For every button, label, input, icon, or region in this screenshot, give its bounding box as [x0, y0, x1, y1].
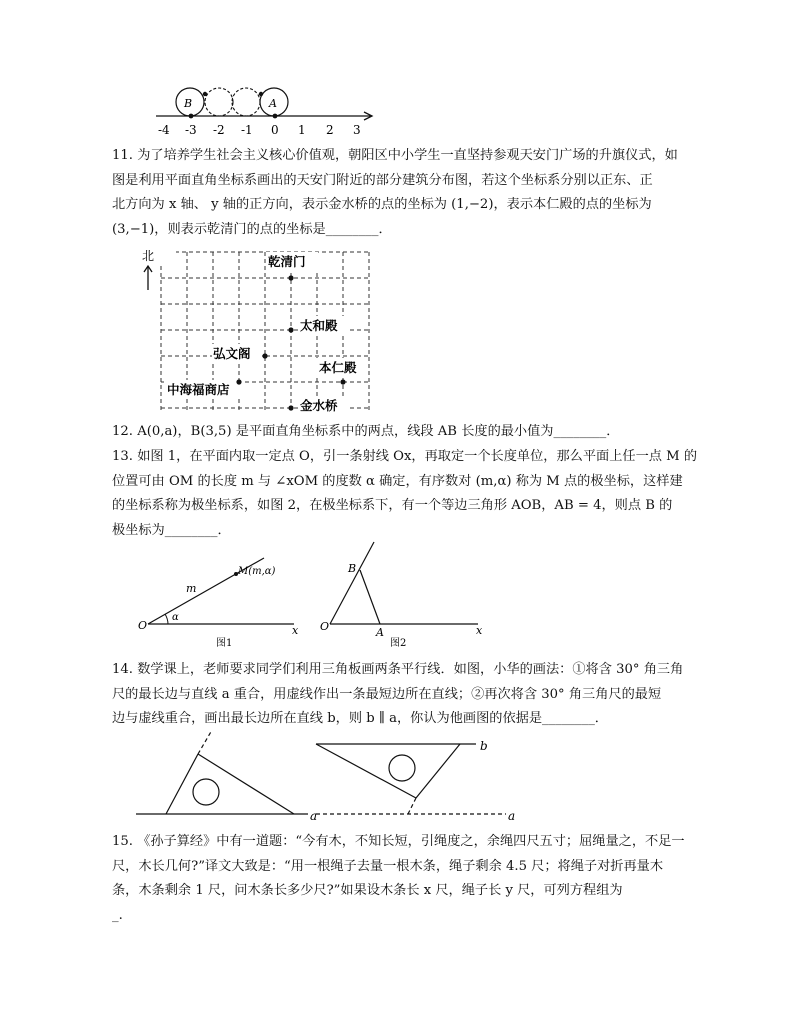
triangle-figure-right: [310, 730, 540, 826]
place-label: 中海福商店: [167, 382, 230, 397]
figure-caption: 图1: [216, 638, 233, 649]
question-text: 边与虚线重合，画出最长边所在直线 b，则 b ∥ a，你认为他画图的依据是________．: [112, 711, 608, 726]
question-text: 《孙子算经》中有一道题：“今有木，不知长短，引绳度之，余绳四尺五寸；屈绳量之，不足一: [137, 834, 685, 849]
question-text: 尺，木长几何?”译文大致是：“用一根绳子去量一根木条，绳子剩余 4.5 尺；将绳子对折再量木: [112, 858, 664, 874]
map-grid-figure: [138, 244, 378, 416]
line-b-label: b: [480, 739, 488, 753]
place-label: 本仁殿: [319, 360, 357, 375]
question-13: [112, 445, 712, 543]
tick-label: -1: [241, 123, 253, 137]
place-label: 太和殿: [300, 318, 338, 333]
north-label: 北: [142, 249, 155, 263]
line-a-label: a: [310, 809, 318, 823]
point-b-label: B: [184, 97, 193, 110]
angle-alpha-label: α: [172, 612, 179, 623]
polar-figure-1: [136, 538, 306, 650]
place-label: 乾清门: [268, 254, 306, 269]
question-12: [112, 420, 712, 445]
tick-label: -4: [158, 123, 170, 137]
question-text: (3,−1)，则表示乾清门的点的坐标是________．: [112, 221, 392, 237]
tick-label: 3: [353, 123, 361, 137]
point-m-label: M(m,α): [238, 566, 276, 577]
question-text: 尺的最长边与直线 a 重合，用虚线作出一条最短边所在直线；②再次将含 30° 角三角尺的最短: [112, 686, 662, 702]
question-text: 图是利用平面直角坐标系画出的天安门附近的部分建筑分布图，若这个坐标系分别以正东、正: [112, 172, 653, 188]
question-14: [112, 658, 712, 732]
triangle-figure-left: [136, 730, 326, 826]
question-text: 的坐标系称为极坐标系，如图 2，在极坐标系下，有一个等边三角形 AOB，AB = 4，则点 B 的: [112, 498, 673, 513]
question-11: [112, 144, 712, 242]
question-15: [112, 830, 712, 928]
figure-caption: 图2: [390, 638, 407, 649]
question-text: 数学课上，老师要求同学们利用三角板画两条平行线．如图，小华的画法：①将含 30° 角三角: [137, 662, 684, 677]
length-m-label: m: [186, 582, 197, 595]
line-a-label: a: [508, 809, 516, 823]
question-number: 13.: [112, 449, 133, 464]
point-b-label: B: [348, 562, 357, 575]
polar-figure-2: [318, 538, 490, 650]
question-text: 北方向为 x 轴、 y 轴的正方向，表示金水桥的点的坐标为 (1,−2)，表示本仁殿的点的坐标为: [112, 197, 652, 212]
question-number: 14.: [112, 662, 133, 677]
question-text: _.: [112, 907, 123, 923]
question-text: A(0,a)，B(3,5) 是平面直角坐标系中的两点，线段 AB 长度的最小值为________．: [137, 424, 620, 439]
question-number: 12.: [112, 424, 133, 439]
tick-label: -3: [185, 123, 197, 137]
question-number: 11.: [112, 148, 133, 163]
point-a-label: A: [376, 626, 384, 639]
question-text: 位置可由 OM 的长度 m 与 ∠xOM 的度数 α 确定，有序数对 (m,α) 称为 M 点的极坐标，这样建: [112, 473, 683, 489]
axis-x-label: x: [292, 624, 299, 637]
question-number: 15.: [112, 834, 133, 849]
place-label: 弘文阁: [213, 346, 251, 361]
question-text: 条，木条剩余 1 尺，问木条长多少尺?”如果设木条长 x 尺，绳子长 y 尺，可列方程组为: [112, 883, 623, 898]
question-text: 为了培养学生社会主义核心价值观，朝阳区中小学生一直坚持参观天安门广场的升旗仪式，如: [137, 148, 678, 163]
tick-label: 1: [298, 123, 306, 137]
axis-x-label: x: [476, 624, 483, 637]
number-line-figure: [150, 82, 390, 140]
point-a-label: A: [269, 97, 277, 110]
question-text: 如图 1，在平面内取一定点 O，引一条射线 Ox，再取定一个长度单位，那么平面上任一点 M 的: [137, 449, 698, 464]
question-text: 极坐标为________．: [112, 522, 231, 538]
place-label: 金水桥: [300, 398, 338, 413]
origin-label: O: [138, 619, 148, 632]
tick-label: 2: [326, 123, 334, 137]
origin-label: O: [320, 620, 330, 633]
tick-label: -2: [213, 123, 225, 137]
tick-label: 0: [271, 123, 279, 137]
